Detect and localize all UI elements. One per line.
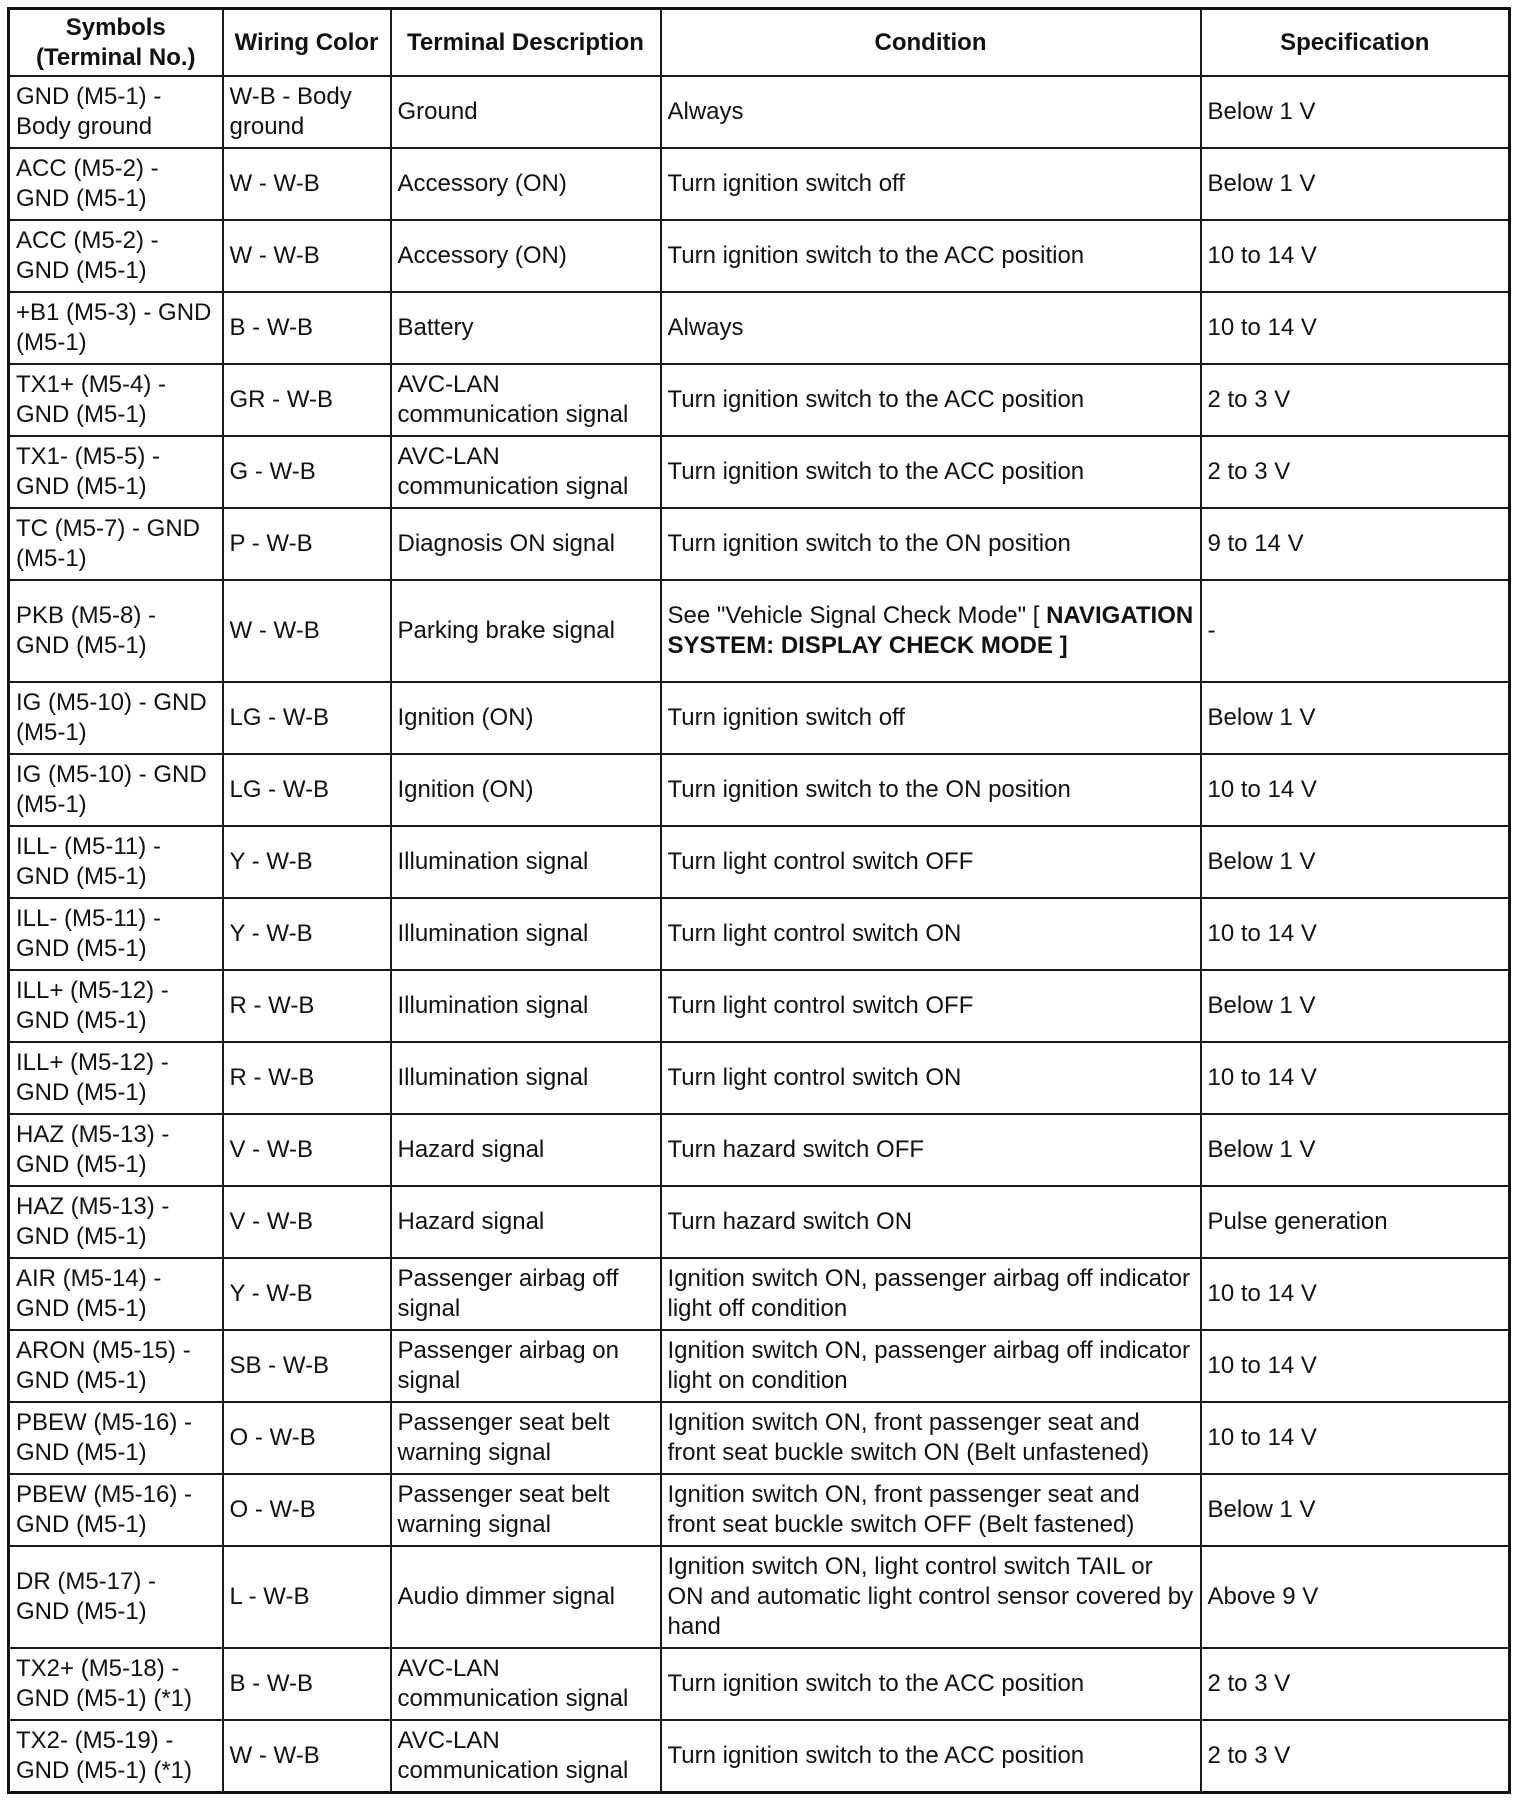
cell-symbols: DR (M5-17) - GND (M5-1) — [9, 1546, 223, 1648]
cell-wiring-color: GR - W-B — [223, 364, 391, 436]
table-row — [9, 1186, 1510, 1258]
cell-condition: Ignition switch ON, passenger airbag off indicator light off condition — [661, 1258, 1201, 1330]
cell-specification: 2 to 3 V — [1201, 364, 1510, 436]
cell-specification: Below 1 V — [1201, 148, 1510, 220]
cell-specification: 10 to 14 V — [1201, 220, 1510, 292]
cell-wiring-color: SB - W-B — [223, 1330, 391, 1402]
cell-specification: Above 9 V — [1201, 1546, 1510, 1648]
cell-wiring-color: Y - W-B — [223, 898, 391, 970]
cell-condition: Turn ignition switch to the ACC position — [661, 1648, 1201, 1720]
cell-terminal-description: Hazard signal — [391, 1186, 661, 1258]
cell-wiring-color: O - W-B — [223, 1402, 391, 1474]
cell-terminal-description: Hazard signal — [391, 1114, 661, 1186]
cell-specification: Below 1 V — [1201, 682, 1510, 754]
cell-symbols: AIR (M5-14) - GND (M5-1) — [9, 1258, 223, 1330]
cell-terminal-description: Illumination signal — [391, 898, 661, 970]
table-row — [9, 292, 1510, 364]
cell-wiring-color: L - W-B — [223, 1546, 391, 1648]
cell-wiring-color: LG - W-B — [223, 754, 391, 826]
cell-terminal-description: Passenger seat belt warning signal — [391, 1402, 661, 1474]
cell-specification: Below 1 V — [1201, 970, 1510, 1042]
cell-terminal-description: Accessory (ON) — [391, 220, 661, 292]
cell-terminal-description: Passenger seat belt warning signal — [391, 1474, 661, 1546]
cell-terminal-description: Ignition (ON) — [391, 682, 661, 754]
header-symbols: Symbols (Terminal No.) — [9, 9, 223, 77]
cell-specification: 10 to 14 V — [1201, 1402, 1510, 1474]
cell-terminal-description: Parking brake signal — [391, 580, 661, 682]
cell-terminal-description: Audio dimmer signal — [391, 1546, 661, 1648]
cell-specification: Below 1 V — [1201, 1114, 1510, 1186]
header-condition: Condition — [661, 9, 1201, 77]
cell-specification: 2 to 3 V — [1201, 436, 1510, 508]
cell-terminal-description: AVC-LAN communication signal — [391, 1648, 661, 1720]
cell-wiring-color: P - W-B — [223, 508, 391, 580]
cell-condition: Turn ignition switch to the ACC position — [661, 364, 1201, 436]
table-row — [9, 1330, 1510, 1402]
cell-condition: Turn light control switch ON — [661, 898, 1201, 970]
cell-condition: Turn ignition switch to the ACC position — [661, 220, 1201, 292]
cell-wiring-color: V - W-B — [223, 1186, 391, 1258]
cell-symbols: TX2+ (M5-18) - GND (M5-1) (*1) — [9, 1648, 223, 1720]
table-row — [9, 754, 1510, 826]
cell-condition: Turn ignition switch off — [661, 148, 1201, 220]
table-row — [9, 436, 1510, 508]
cell-wiring-color: W-B - Body ground — [223, 76, 391, 148]
cell-symbols: PBEW (M5-16) - GND (M5-1) — [9, 1402, 223, 1474]
cell-condition: Turn hazard switch OFF — [661, 1114, 1201, 1186]
table-row — [9, 1042, 1510, 1114]
cell-condition: Ignition switch ON, front passenger seat and front seat buckle switch ON (Belt unfastened) — [661, 1402, 1201, 1474]
cell-condition: Ignition switch ON, passenger airbag off indicator light on condition — [661, 1330, 1201, 1402]
cell-symbols: GND (M5-1) - Body ground — [9, 76, 223, 148]
cell-specification: 10 to 14 V — [1201, 1330, 1510, 1402]
cell-specification: 10 to 14 V — [1201, 292, 1510, 364]
cell-symbols: +B1 (M5-3) - GND (M5-1) — [9, 292, 223, 364]
cell-wiring-color: LG - W-B — [223, 682, 391, 754]
cell-terminal-description: AVC-LAN communication signal — [391, 364, 661, 436]
cell-symbols: ARON (M5-15) - GND (M5-1) — [9, 1330, 223, 1402]
condition-text: See "Vehicle Signal Check Mode" [ — [667, 602, 1040, 629]
cell-wiring-color: G - W-B — [223, 436, 391, 508]
cell-specification: - — [1201, 580, 1510, 682]
table-row — [9, 1258, 1510, 1330]
cell-symbols: HAZ (M5-13) - GND (M5-1) — [9, 1186, 223, 1258]
cell-terminal-description: Passenger airbag on signal — [391, 1330, 661, 1402]
cell-wiring-color: B - W-B — [223, 1648, 391, 1720]
table-row — [9, 76, 1510, 148]
table-row — [9, 1114, 1510, 1186]
cell-specification: 10 to 14 V — [1201, 754, 1510, 826]
cell-symbols: ILL+ (M5-12) - GND (M5-1) — [9, 970, 223, 1042]
cell-specification: Below 1 V — [1201, 76, 1510, 148]
cell-condition — [661, 580, 1201, 682]
table-row — [9, 970, 1510, 1042]
cell-terminal-description: Illumination signal — [391, 826, 661, 898]
cell-symbols: TX2- (M5-19) - GND (M5-1) (*1) — [9, 1720, 223, 1792]
cell-terminal-description: AVC-LAN communication signal — [391, 436, 661, 508]
table-row — [9, 1546, 1510, 1648]
header-wiring-color: Wiring Color — [223, 9, 391, 77]
table-row — [9, 1402, 1510, 1474]
table-row — [9, 1720, 1510, 1792]
cell-specification: Pulse generation — [1201, 1186, 1510, 1258]
table-row — [9, 1474, 1510, 1546]
cell-terminal-description: AVC-LAN communication signal — [391, 1720, 661, 1792]
cell-condition: Turn light control switch ON — [661, 1042, 1201, 1114]
cell-condition: Turn ignition switch to the ACC position — [661, 1720, 1201, 1792]
table-body — [9, 76, 1510, 1792]
cell-symbols: ILL+ (M5-12) - GND (M5-1) — [9, 1042, 223, 1114]
cell-symbols: PKB (M5-8) - GND (M5-1) — [9, 580, 223, 682]
cell-wiring-color: O - W-B — [223, 1474, 391, 1546]
table-row — [9, 580, 1510, 682]
cell-symbols: IG (M5-10) - GND (M5-1) — [9, 682, 223, 754]
cell-symbols: TX1- (M5-5) - GND (M5-1) — [9, 436, 223, 508]
cell-terminal-description: Battery — [391, 292, 661, 364]
table-row — [9, 508, 1510, 580]
cell-wiring-color: R - W-B — [223, 970, 391, 1042]
cell-wiring-color: W - W-B — [223, 220, 391, 292]
cell-wiring-color: B - W-B — [223, 292, 391, 364]
terminal-spec-table — [7, 7, 1511, 1794]
cell-condition: Always — [661, 76, 1201, 148]
cell-specification: 10 to 14 V — [1201, 898, 1510, 970]
header-row — [9, 9, 1510, 77]
table-row — [9, 826, 1510, 898]
cell-specification: 10 to 14 V — [1201, 1258, 1510, 1330]
cell-symbols: ILL- (M5-11) - GND (M5-1) — [9, 826, 223, 898]
cell-terminal-description: Illumination signal — [391, 970, 661, 1042]
cell-condition: Turn ignition switch to the ON position — [661, 508, 1201, 580]
condition-link-text[interactable]: NAVIGATION SYSTEM: DISPLAY CHECK MODE ] — [667, 602, 1194, 659]
cell-condition: Always — [661, 292, 1201, 364]
cell-condition: Ignition switch ON, front passenger seat and front seat buckle switch OFF (Belt fastened) — [661, 1474, 1201, 1546]
cell-terminal-description: Diagnosis ON signal — [391, 508, 661, 580]
terminal-spec-sheet — [7, 7, 1508, 1794]
cell-wiring-color: V - W-B — [223, 1114, 391, 1186]
cell-specification: 2 to 3 V — [1201, 1648, 1510, 1720]
table-row — [9, 220, 1510, 292]
table-row — [9, 682, 1510, 754]
cell-symbols: TX1+ (M5-4) - GND (M5-1) — [9, 364, 223, 436]
cell-condition: Turn light control switch OFF — [661, 826, 1201, 898]
cell-wiring-color: Y - W-B — [223, 1258, 391, 1330]
cell-wiring-color: W - W-B — [223, 580, 391, 682]
cell-condition: Turn ignition switch to the ON position — [661, 754, 1201, 826]
cell-wiring-color: W - W-B — [223, 148, 391, 220]
cell-terminal-description: Accessory (ON) — [391, 148, 661, 220]
cell-wiring-color: R - W-B — [223, 1042, 391, 1114]
cell-symbols: TC (M5-7) - GND (M5-1) — [9, 508, 223, 580]
cell-condition: Turn ignition switch to the ACC position — [661, 436, 1201, 508]
cell-wiring-color: Y - W-B — [223, 826, 391, 898]
cell-symbols: ACC (M5-2) - GND (M5-1) — [9, 220, 223, 292]
cell-specification: 2 to 3 V — [1201, 1720, 1510, 1792]
table-row — [9, 148, 1510, 220]
cell-condition: Turn light control switch OFF — [661, 970, 1201, 1042]
cell-symbols: IG (M5-10) - GND (M5-1) — [9, 754, 223, 826]
cell-condition: Ignition switch ON, light control switch TAIL or ON and automatic light control sensor covered by hand — [661, 1546, 1201, 1648]
table-row — [9, 1648, 1510, 1720]
cell-specification: 9 to 14 V — [1201, 508, 1510, 580]
cell-specification: Below 1 V — [1201, 1474, 1510, 1546]
cell-terminal-description: Ground — [391, 76, 661, 148]
header-specification: Specification — [1201, 9, 1510, 77]
cell-terminal-description: Illumination signal — [391, 1042, 661, 1114]
cell-symbols: HAZ (M5-13) - GND (M5-1) — [9, 1114, 223, 1186]
table-row — [9, 364, 1510, 436]
cell-symbols: ILL- (M5-11) - GND (M5-1) — [9, 898, 223, 970]
cell-wiring-color: W - W-B — [223, 1720, 391, 1792]
cell-condition: Turn hazard switch ON — [661, 1186, 1201, 1258]
header-terminal-description: Terminal Description — [391, 9, 661, 77]
cell-symbols: PBEW (M5-16) - GND (M5-1) — [9, 1474, 223, 1546]
cell-symbols: ACC (M5-2) - GND (M5-1) — [9, 148, 223, 220]
cell-specification: Below 1 V — [1201, 826, 1510, 898]
cell-terminal-description: Ignition (ON) — [391, 754, 661, 826]
cell-terminal-description: Passenger airbag off signal — [391, 1258, 661, 1330]
cell-specification: 10 to 14 V — [1201, 1042, 1510, 1114]
cell-condition: Turn ignition switch off — [661, 682, 1201, 754]
table-row — [9, 898, 1510, 970]
